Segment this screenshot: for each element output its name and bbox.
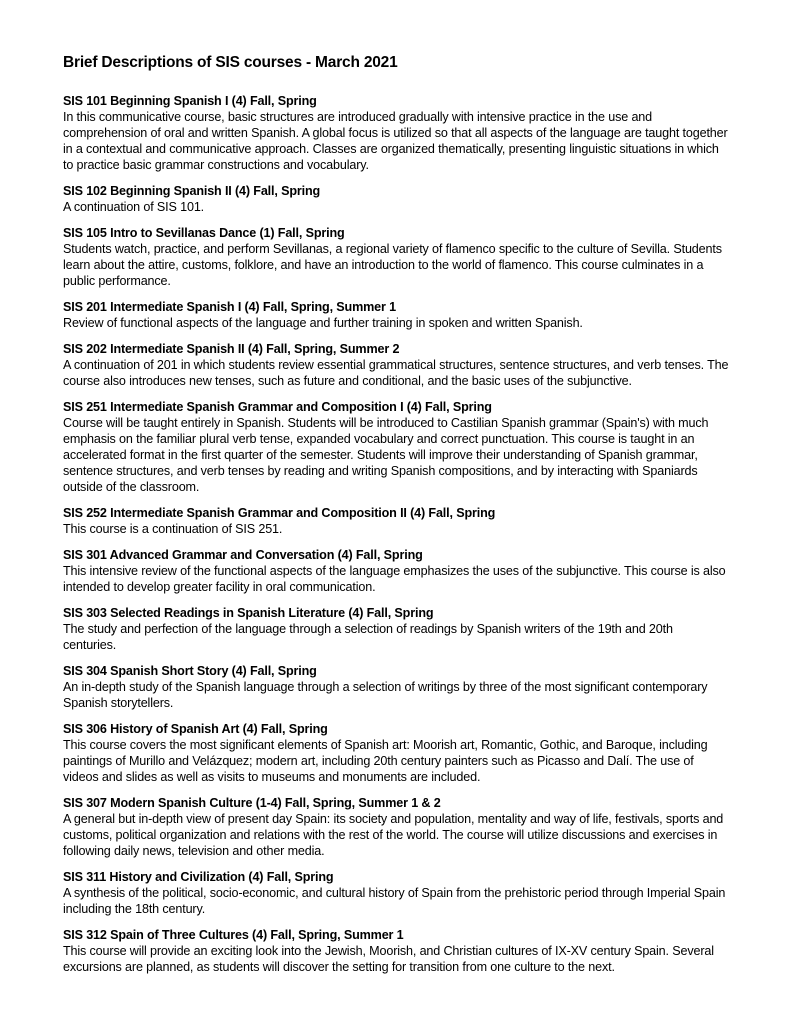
course-heading: SIS 307 Modern Spanish Culture (1-4) Fall, Spring, Summer 1 & 2: [63, 796, 441, 810]
course-description: This course will provide an exciting look into the Jewish, Moorish, and Christian cultures of IX-XV century Spain. Several excursions are planned, as students will discover the setting for transition from one culture to the next.: [63, 944, 714, 974]
course-heading: SIS 105 Intro to Sevillanas Dance (1) Fall, Spring: [63, 226, 345, 240]
course-heading: SIS 201 Intermediate Spanish I (4) Fall, Spring, Summer 1: [63, 300, 396, 314]
course-heading: SIS 312 Spain of Three Cultures (4) Fall, Spring, Summer 1: [63, 928, 404, 942]
course-description: Course will be taught entirely in Spanish. Students will be introduced to Castilian Spanish grammar (Spain's) with much emphasis on the familiar plural verb tense, expanded vocabulary and correct punctuation. This course is taught in an accelerated format in the first quarter of the semester. Students will improve their understanding of Spanish grammar, sentence structures, and verb tenses by reading and writing Spanish compositions, and by interacting with Spaniards outside of the classroom.: [63, 416, 709, 494]
course-section: [63, 605, 729, 653]
course-description: A continuation of 201 in which students review essential grammatical structures, sentence structures, and verb tenses. The course also introduces new tenses, such as future and conditional, and the basic uses of the subjunctive.: [63, 358, 729, 388]
course-section: [63, 341, 729, 389]
course-heading: SIS 311 History and Civilization (4) Fall, Spring: [63, 870, 334, 884]
course-section: [63, 795, 729, 859]
course-description: This course is a continuation of SIS 251.: [63, 522, 283, 536]
course-section: [63, 721, 729, 785]
course-section: [63, 663, 729, 711]
course-section: [63, 927, 729, 975]
course-section: [63, 547, 729, 595]
course-description: An in-depth study of the Spanish language through a selection of writings by three of the most significant contemporary Spanish storytellers.: [63, 680, 708, 710]
page-title: Brief Descriptions of SIS courses - March 2021: [63, 54, 398, 71]
course-heading: SIS 101 Beginning Spanish I (4) Fall, Spring: [63, 94, 317, 108]
course-heading: SIS 202 Intermediate Spanish II (4) Fall, Spring, Summer 2: [63, 342, 400, 356]
course-description: This intensive review of the functional aspects of the language emphasizes the uses of the subjunctive. This course is also intended to develop greater facility in oral communication.: [63, 564, 726, 594]
course-section: [63, 299, 729, 331]
course-section: [63, 183, 729, 215]
course-heading: SIS 306 History of Spanish Art (4) Fall, Spring: [63, 722, 328, 736]
course-description: The study and perfection of the language through a selection of readings by Spanish writers of the 19th and 20th centuries.: [63, 622, 673, 652]
course-heading: SIS 102 Beginning Spanish II (4) Fall, Spring: [63, 184, 321, 198]
course-description: Students watch, practice, and perform Sevillanas, a regional variety of flamenco specific to the culture of Sevilla. Students learn about the attire, customs, folklore, and have an introduction to the world of flamenco. This course culminates in a public performance.: [63, 242, 722, 288]
course-heading: SIS 301 Advanced Grammar and Conversation (4) Fall, Spring: [63, 548, 423, 562]
course-heading: SIS 251 Intermediate Spanish Grammar and Composition I (4) Fall, Spring: [63, 400, 492, 414]
course-section: [63, 399, 729, 495]
course-section: [63, 869, 729, 917]
course-description: A continuation of SIS 101.: [63, 200, 205, 214]
course-description: This course covers the most significant elements of Spanish art: Moorish art, Romantic, Gothic, and Baroque, including paintings of Murillo and Velázquez; modern art, including 20th century painters such as Picasso and Dalí. The use of videos and slides as well as visits to museums and monuments are included.: [63, 738, 708, 784]
course-heading: SIS 304 Spanish Short Story (4) Fall, Spring: [63, 664, 317, 678]
course-description: A synthesis of the political, socio-economic, and cultural history of Spain from the prehistoric period through Imperial Spain including the 18th century.: [63, 886, 726, 916]
course-heading: SIS 252 Intermediate Spanish Grammar and Composition II (4) Fall, Spring: [63, 506, 496, 520]
course-section: [63, 225, 729, 289]
course-description: A general but in-depth view of present day Spain: its society and population, mentality and way of life, festivals, sports and customs, political organization and relations with the rest of the world. The course will utilize discussions and exercises in following daily news, television and other media.: [63, 812, 724, 858]
course-description: Review of functional aspects of the language and further training in spoken and written Spanish.: [63, 316, 583, 330]
course-section: [63, 505, 729, 537]
course-heading: SIS 303 Selected Readings in Spanish Literature (4) Fall, Spring: [63, 606, 434, 620]
course-description: In this communicative course, basic structures are introduced gradually with intensive practice in the use and comprehension of oral and written Spanish. A global focus is utilized so that all aspects of the language are taught together in a contextual and communicative approach. Classes are organized thematically, presenting linguistic situations in which to practice basic grammar constructions and vocabulary.: [63, 110, 728, 172]
course-list: [63, 93, 729, 975]
course-section: [63, 93, 729, 173]
